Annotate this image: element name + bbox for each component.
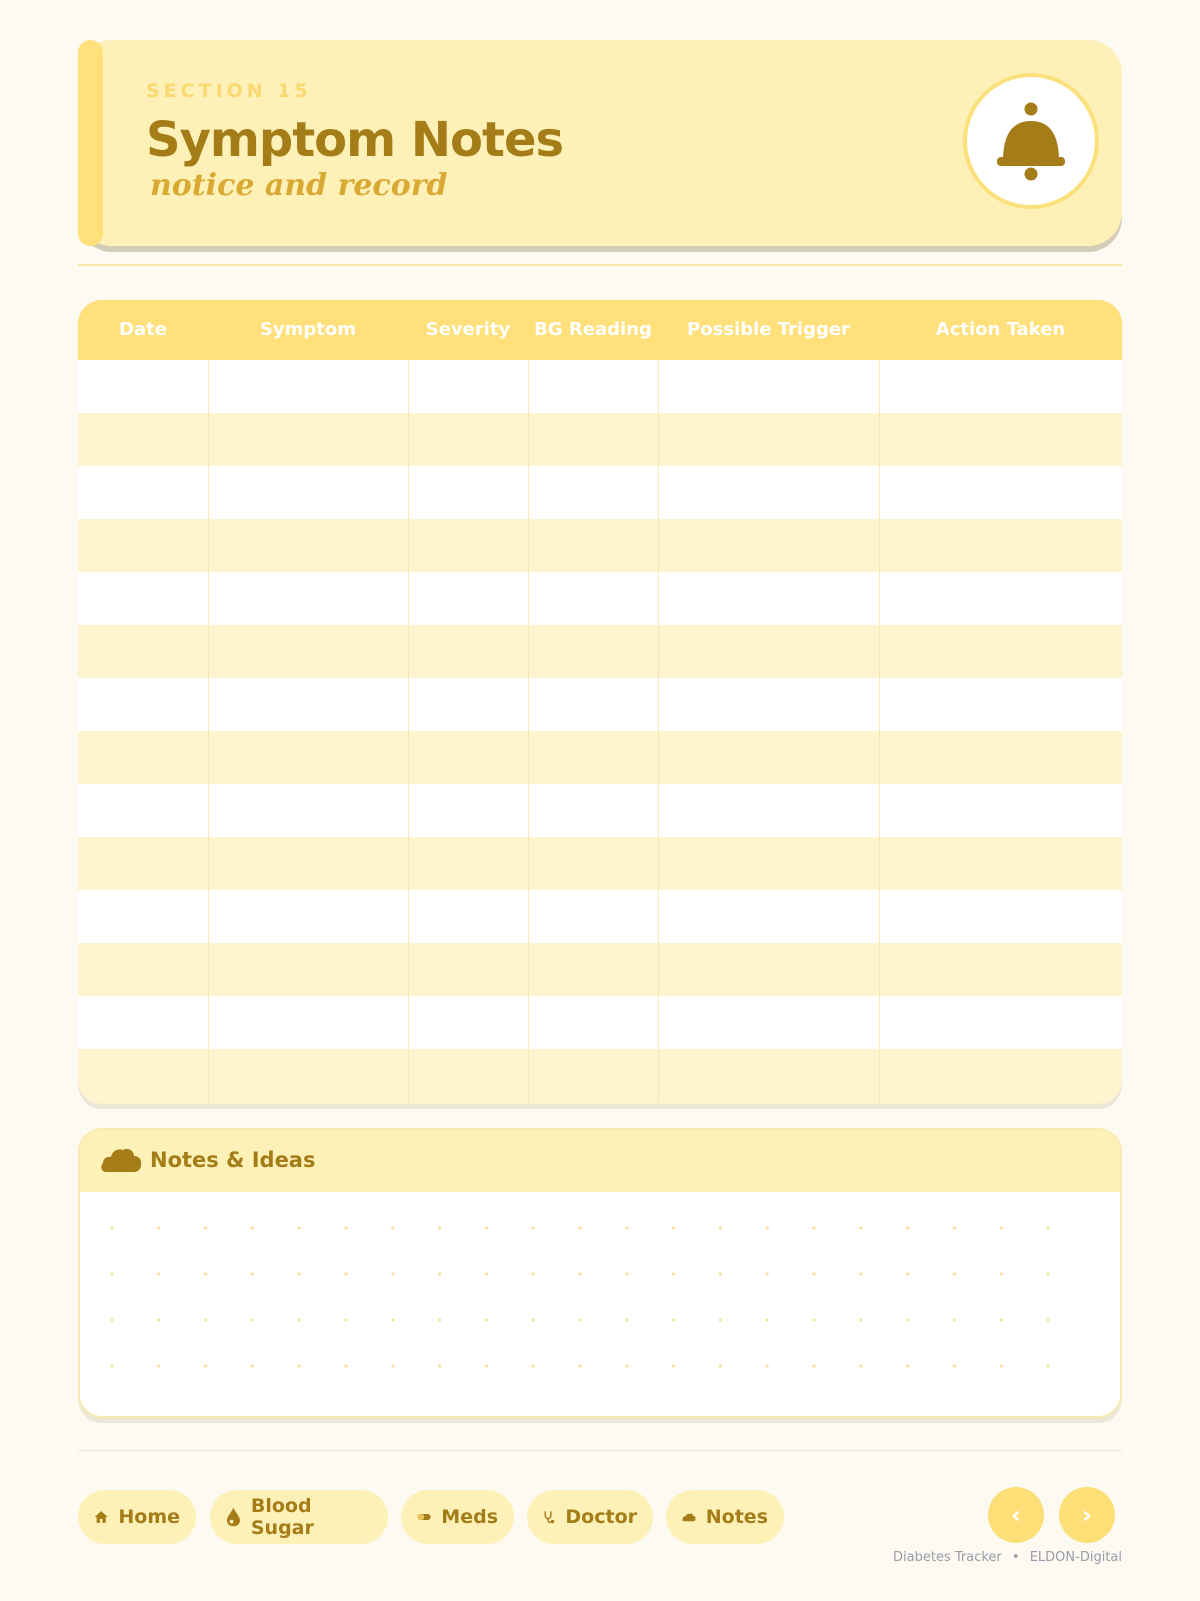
grid-dot xyxy=(251,1272,254,1275)
grid-dot xyxy=(485,1226,488,1229)
table-cell[interactable] xyxy=(208,466,408,519)
grid-dot xyxy=(859,1318,862,1321)
table-cell[interactable] xyxy=(879,890,1122,943)
grid-dot xyxy=(953,1272,956,1275)
symptom-table xyxy=(78,300,1122,1104)
table-cell[interactable] xyxy=(879,413,1122,466)
nav-blood-sugar-button[interactable] xyxy=(210,1490,388,1544)
table-cell[interactable] xyxy=(528,572,658,625)
table-cell[interactable] xyxy=(879,360,1122,413)
column-header-bg-reading: BG Reading xyxy=(534,319,652,340)
grid-dot xyxy=(625,1272,628,1275)
grid-dot xyxy=(812,1318,815,1321)
table-cell[interactable] xyxy=(208,943,408,996)
grid-dot xyxy=(438,1272,441,1275)
cloud-icon xyxy=(682,1506,696,1528)
table-cell[interactable] xyxy=(658,360,879,413)
grid-dot xyxy=(485,1318,488,1321)
table-cell[interactable] xyxy=(528,360,658,413)
next-page-button[interactable]: › xyxy=(1059,1487,1115,1543)
table-cell[interactable] xyxy=(408,1049,528,1102)
footer-separator: • xyxy=(1011,1550,1020,1565)
table-cell[interactable] xyxy=(208,1049,408,1102)
grid-dot xyxy=(157,1272,160,1275)
grid-dot xyxy=(672,1272,675,1275)
table-cell[interactable] xyxy=(658,996,879,1049)
table-row xyxy=(78,572,1122,625)
table-cell[interactable] xyxy=(78,837,208,890)
grid-dot xyxy=(298,1226,301,1229)
grid-dot xyxy=(204,1318,207,1321)
footer-credit xyxy=(893,1550,1122,1565)
table-cell[interactable] xyxy=(528,784,658,837)
table-cell[interactable] xyxy=(658,890,879,943)
grid-dot xyxy=(578,1364,581,1367)
nav-doctor-button[interactable] xyxy=(527,1490,653,1544)
grid-dot xyxy=(532,1318,535,1321)
table-cell[interactable] xyxy=(78,572,208,625)
table-row xyxy=(78,519,1122,572)
table-cell[interactable] xyxy=(528,519,658,572)
header-divider xyxy=(78,264,1122,266)
grid-dot xyxy=(438,1364,441,1367)
nav-notes-button[interactable] xyxy=(666,1490,784,1544)
table-cell[interactable] xyxy=(879,625,1122,678)
table-cell[interactable] xyxy=(208,678,408,731)
table-cell[interactable] xyxy=(658,731,879,784)
footer-brand: ELDON-Digital xyxy=(1029,1550,1122,1565)
grid-dot xyxy=(438,1226,441,1229)
grid-dot xyxy=(438,1318,441,1321)
table-cell[interactable] xyxy=(408,943,528,996)
table-cell[interactable] xyxy=(658,1049,879,1102)
nav-label: Home xyxy=(118,1506,180,1528)
bell-badge xyxy=(963,73,1099,209)
grid-dot xyxy=(578,1318,581,1321)
table-cell[interactable] xyxy=(408,784,528,837)
table-cell[interactable] xyxy=(408,625,528,678)
grid-dot xyxy=(625,1318,628,1321)
nav-label: Notes xyxy=(705,1506,768,1528)
grid-dot xyxy=(812,1272,815,1275)
bell-icon xyxy=(995,101,1067,181)
table-cell[interactable] xyxy=(658,519,879,572)
table-cell[interactable] xyxy=(879,837,1122,890)
table-row xyxy=(78,1049,1122,1102)
footer-divider xyxy=(78,1450,1122,1451)
table-cell[interactable] xyxy=(879,519,1122,572)
grid-dot xyxy=(1046,1272,1049,1275)
grid-dot xyxy=(578,1226,581,1229)
column-divider xyxy=(658,360,659,1104)
header-accent-bar xyxy=(78,40,103,246)
grid-dot xyxy=(344,1318,347,1321)
table-cell[interactable] xyxy=(528,678,658,731)
grid-dot xyxy=(812,1226,815,1229)
table-cell[interactable] xyxy=(658,678,879,731)
grid-dot xyxy=(906,1226,909,1229)
grid-dot xyxy=(859,1364,862,1367)
table-cell[interactable] xyxy=(879,572,1122,625)
table-cell[interactable] xyxy=(208,519,408,572)
table-cell[interactable] xyxy=(78,890,208,943)
nav-label: Meds xyxy=(441,1506,498,1528)
table-cell[interactable] xyxy=(78,996,208,1049)
table-cell[interactable] xyxy=(78,413,208,466)
table-cell[interactable] xyxy=(408,466,528,519)
table-cell[interactable] xyxy=(528,996,658,1049)
table-cell[interactable] xyxy=(78,1049,208,1102)
table-cell[interactable] xyxy=(208,784,408,837)
table-cell[interactable] xyxy=(879,784,1122,837)
table-cell[interactable] xyxy=(528,625,658,678)
table-cell[interactable] xyxy=(78,731,208,784)
grid-dot xyxy=(953,1318,956,1321)
notes-title: Notes & Ideas xyxy=(150,1148,316,1172)
grid-dot xyxy=(953,1226,956,1229)
grid-dot xyxy=(391,1318,394,1321)
table-cell[interactable] xyxy=(528,837,658,890)
table-cell[interactable] xyxy=(408,996,528,1049)
nav-meds-button[interactable] xyxy=(401,1490,514,1544)
grid-dot xyxy=(1000,1364,1003,1367)
table-cell[interactable] xyxy=(78,466,208,519)
table-cell[interactable] xyxy=(879,731,1122,784)
drop-icon xyxy=(226,1506,241,1528)
grid-dot xyxy=(672,1364,675,1367)
grid-dot xyxy=(204,1364,207,1367)
table-cell[interactable] xyxy=(658,943,879,996)
footer-app-name: Diabetes Tracker xyxy=(893,1550,1002,1565)
grid-dot xyxy=(719,1318,722,1321)
grid-dot xyxy=(578,1272,581,1275)
grid-dot xyxy=(391,1364,394,1367)
grid-dot xyxy=(110,1272,113,1275)
pill-icon xyxy=(417,1511,431,1523)
table-cell[interactable] xyxy=(208,413,408,466)
column-header-action-taken: Action Taken xyxy=(935,319,1066,340)
column-header-symptom: Symptom xyxy=(259,319,357,340)
grid-dot xyxy=(344,1226,347,1229)
grid-dot xyxy=(719,1272,722,1275)
grid-dot xyxy=(251,1364,254,1367)
table-row xyxy=(78,466,1122,519)
prev-page-button[interactable]: ‹ xyxy=(988,1487,1044,1543)
grid-dot xyxy=(298,1364,301,1367)
table-cell[interactable] xyxy=(78,519,208,572)
table-row xyxy=(78,413,1122,466)
cloud-icon xyxy=(100,1142,142,1176)
grid-dot xyxy=(344,1272,347,1275)
grid-dot xyxy=(625,1226,628,1229)
grid-dot xyxy=(110,1364,113,1367)
table-row xyxy=(78,943,1122,996)
grid-dot xyxy=(859,1226,862,1229)
table-cell[interactable] xyxy=(658,625,879,678)
nav-home-button[interactable] xyxy=(78,1490,196,1544)
table-cell[interactable] xyxy=(528,413,658,466)
grid-dot xyxy=(812,1364,815,1367)
stethoscope-icon xyxy=(543,1505,555,1529)
table-cell[interactable] xyxy=(408,413,528,466)
table-cell[interactable] xyxy=(208,572,408,625)
column-header-severity: Severity xyxy=(425,319,511,340)
table-cell[interactable] xyxy=(208,996,408,1049)
grid-dot xyxy=(251,1318,254,1321)
table-cell[interactable] xyxy=(658,572,879,625)
section-header xyxy=(78,40,1122,246)
column-divider xyxy=(408,360,409,1104)
table-cell[interactable] xyxy=(658,837,879,890)
table-cell[interactable] xyxy=(528,731,658,784)
table-cell[interactable] xyxy=(879,466,1122,519)
table-cell[interactable] xyxy=(658,413,879,466)
grid-dot xyxy=(298,1272,301,1275)
nav-label: Blood Sugar xyxy=(250,1495,314,1539)
notes-card xyxy=(78,1128,1122,1418)
grid-dot xyxy=(672,1226,675,1229)
column-divider xyxy=(879,360,880,1104)
notes-header xyxy=(80,1130,1120,1192)
table-cell[interactable] xyxy=(208,837,408,890)
dot-grid[interactable] xyxy=(80,1192,1120,1418)
grid-dot xyxy=(391,1226,394,1229)
grid-dot xyxy=(204,1272,207,1275)
column-divider xyxy=(528,360,529,1104)
home-icon xyxy=(94,1507,108,1527)
grid-dot xyxy=(110,1226,113,1229)
grid-dot xyxy=(1000,1318,1003,1321)
table-cell[interactable] xyxy=(408,837,528,890)
table-cell[interactable] xyxy=(408,731,528,784)
table-cell[interactable] xyxy=(879,996,1122,1049)
table-cell[interactable] xyxy=(208,731,408,784)
table-cell[interactable] xyxy=(879,678,1122,731)
table-row xyxy=(78,360,1122,413)
table-cell[interactable] xyxy=(408,519,528,572)
table-cell[interactable] xyxy=(208,625,408,678)
section-label: SECTION 15 xyxy=(146,80,312,102)
column-header-date: Date xyxy=(119,319,167,340)
grid-dot xyxy=(719,1226,722,1229)
column-header-possible-trigger: Possible Trigger xyxy=(687,319,850,340)
grid-dot xyxy=(391,1272,394,1275)
table-cell[interactable] xyxy=(408,572,528,625)
table-cell[interactable] xyxy=(528,890,658,943)
table-cell[interactable] xyxy=(78,784,208,837)
table-cell[interactable] xyxy=(879,1049,1122,1102)
grid-dot xyxy=(1046,1318,1049,1321)
table-cell[interactable] xyxy=(658,784,879,837)
table-cell[interactable] xyxy=(528,943,658,996)
grid-dot xyxy=(532,1226,535,1229)
grid-dot xyxy=(906,1272,909,1275)
grid-dot xyxy=(157,1364,160,1367)
grid-dot xyxy=(1000,1272,1003,1275)
table-cell[interactable] xyxy=(408,890,528,943)
table-row xyxy=(78,625,1122,678)
grid-dot xyxy=(859,1272,862,1275)
grid-dot xyxy=(251,1226,254,1229)
grid-dot xyxy=(1046,1226,1049,1229)
table-cell[interactable] xyxy=(78,678,208,731)
page-subtitle: notice and record xyxy=(150,168,448,203)
grid-dot xyxy=(344,1364,347,1367)
table-cell[interactable] xyxy=(78,943,208,996)
table-cell[interactable] xyxy=(408,678,528,731)
grid-dot xyxy=(157,1226,160,1229)
grid-dot xyxy=(204,1226,207,1229)
grid-dot xyxy=(906,1364,909,1367)
grid-dot xyxy=(953,1364,956,1367)
grid-dot xyxy=(1000,1226,1003,1229)
table-cell[interactable] xyxy=(528,466,658,519)
grid-dot xyxy=(532,1272,535,1275)
table-cell[interactable] xyxy=(208,360,408,413)
grid-dot xyxy=(766,1272,769,1275)
grid-dot xyxy=(1046,1364,1049,1367)
grid-dot xyxy=(110,1318,113,1321)
nav-label: Doctor xyxy=(565,1506,637,1528)
page-title: Symptom Notes xyxy=(146,112,564,168)
table-cell[interactable] xyxy=(78,360,208,413)
table-cell[interactable] xyxy=(658,466,879,519)
grid-dot xyxy=(532,1364,535,1367)
grid-dot xyxy=(485,1272,488,1275)
grid-dot xyxy=(766,1318,769,1321)
table-cell[interactable] xyxy=(528,1049,658,1102)
grid-dot xyxy=(298,1318,301,1321)
grid-dot xyxy=(672,1318,675,1321)
table-header xyxy=(78,300,1122,360)
table-cell[interactable] xyxy=(208,890,408,943)
table-cell[interactable] xyxy=(879,943,1122,996)
table-row xyxy=(78,890,1122,943)
grid-dot xyxy=(766,1364,769,1367)
table-cell[interactable] xyxy=(408,360,528,413)
table-row xyxy=(78,996,1122,1049)
grid-dot xyxy=(906,1318,909,1321)
column-divider xyxy=(208,360,209,1104)
grid-dot xyxy=(766,1226,769,1229)
table-row xyxy=(78,678,1122,731)
grid-dot xyxy=(157,1318,160,1321)
grid-dot xyxy=(625,1364,628,1367)
table-cell[interactable] xyxy=(78,625,208,678)
table-row xyxy=(78,784,1122,837)
grid-dot xyxy=(485,1364,488,1367)
grid-dot xyxy=(719,1364,722,1367)
table-row xyxy=(78,731,1122,784)
table-row xyxy=(78,837,1122,890)
